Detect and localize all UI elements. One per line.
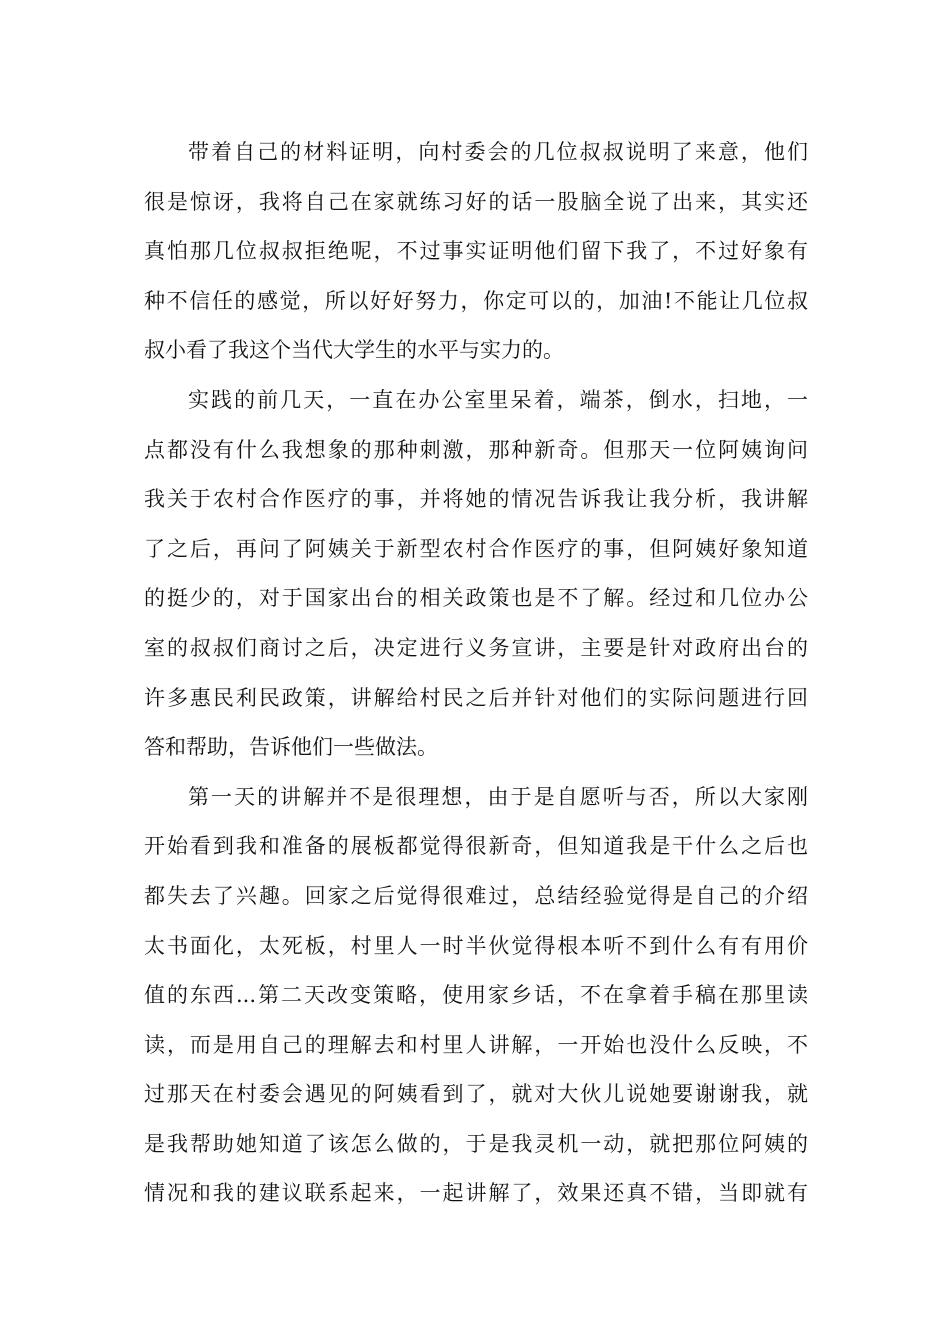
text-line: 太书面化，太死板，村里人一时半伙觉得根本听不到什么有有用价 [144,933,808,958]
text-line: 很是惊讶，我将自己在家就练习好的话一股脑全说了出来，其实还 [144,189,808,214]
text-line: 答和帮助，告诉他们一些做法。 [144,735,438,760]
text-line: 第一天的讲解并不是很理想，由于是自愿听与否，所以大家刚 [188,784,808,809]
text-line: 情况和我的建议联系起来，一起讲解了，效果还真不错，当即就有 [144,1181,808,1206]
text-line: 叔小看了我这个当代大学生的水平与实力的。 [144,338,564,363]
text-line: 了之后，再问了阿姨关于新型农村合作医疗的事，但阿姨好象知道 [144,536,808,561]
paragraph-3 [144,773,808,1219]
text-line: 都失去了兴趣。回家之后觉得很难过，总结经验觉得是自己的介绍 [144,883,808,908]
text-line: 带着自己的材料证明，向村委会的几位叔叔说明了来意，他们 [188,140,808,164]
text-line: 读，而是用自己的理解去和村里人讲解，一开始也没什么反映，不 [144,1032,808,1057]
paragraph-1 [144,128,808,376]
paragraph-2 [144,376,808,773]
text-line: 的挺少的，对于国家出台的相关政策也是不了解。经过和几位办公 [144,586,808,611]
text-line: 我关于农村合作医疗的事，并将她的情况告诉我让我分析，我讲解 [144,487,808,512]
text-line: 许多惠民利民政策，讲解给村民之后并针对他们的实际问题进行回 [144,685,808,710]
text-line: 室的叔叔们商讨之后，决定进行义务宣讲，主要是针对政府出台的 [144,635,808,660]
text-line: 种不信任的感觉，所以好好努力，你定可以的，加油!不能让几位叔 [144,288,808,313]
text-line: 值的东西...第二天改变策略，使用家乡话，不在拿着手稿在那里读 [144,983,808,1008]
text-line: 是我帮助她知道了该怎么做的，于是我灵机一动，就把那位阿姨的 [144,1131,808,1156]
text-line: 点都没有什么我想象的那种刺激，那种新奇。但那天一位阿姨询问 [144,437,808,462]
text-line: 开始看到我和准备的展板都觉得很新奇，但知道我是干什么之后也 [144,834,808,859]
text-line: 过那天在村委会遇见的阿姨看到了，就对大伙儿说她要谢谢我，就 [144,1082,808,1107]
document-body [144,128,808,1219]
text-line: 真怕那几位叔叔拒绝呢，不过事实证明他们留下我了，不过好象有 [144,239,808,264]
text-line: 实践的前几天，一直在办公室里呆着，端茶，倒水，扫地，一 [188,387,808,412]
